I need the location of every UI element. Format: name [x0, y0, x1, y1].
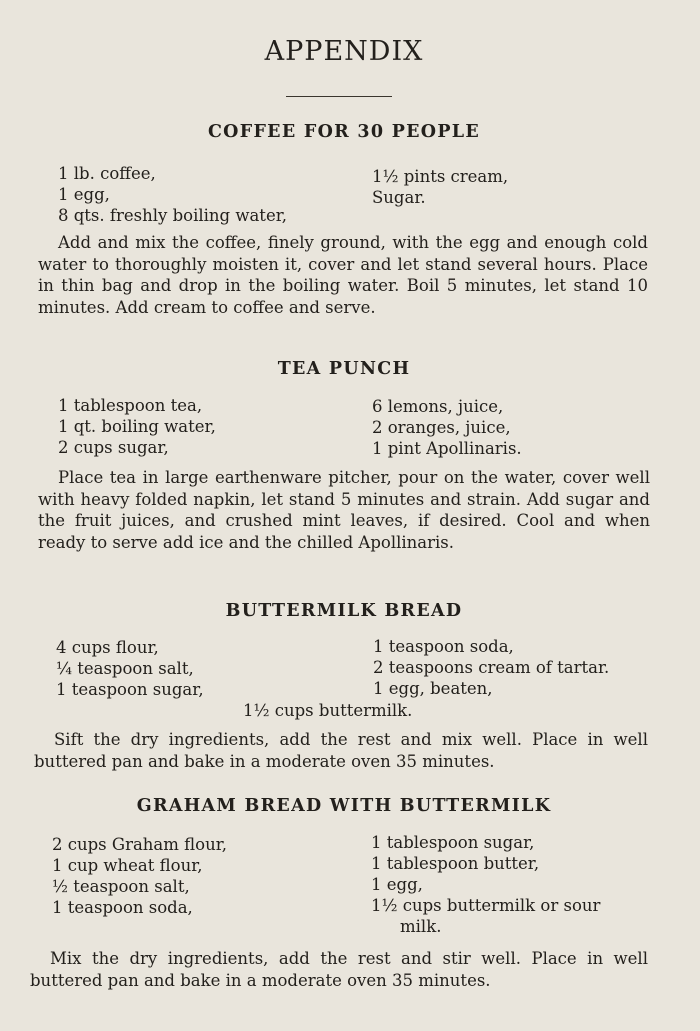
recipe-heading-coffee: COFFEE FOR 30 PEOPLE — [207, 122, 481, 142]
ingredient: 1 qt. boiling water, — [58, 417, 216, 436]
ingredient: 1 tablespoon butter, — [371, 854, 540, 873]
ingredient: milk. — [400, 917, 442, 936]
graham-bread-ingredients-right — [371, 832, 600, 937]
recipe-heading-tea-punch: TEA PUNCH — [277, 359, 411, 379]
ingredient: 1 teaspoon soda, — [373, 637, 514, 656]
graham-bread-method: Mix the dry ingredients, add the rest and stir well. Place in well buttered pan and bake in a moderate oven 35 minutes. — [30, 949, 648, 990]
ingredient: Sugar. — [372, 188, 426, 207]
ingredient: 1 cup wheat flour, — [52, 856, 203, 875]
ingredient: 4 cups flour, — [56, 638, 159, 657]
ingredient: 1 egg, — [371, 875, 423, 894]
ingredient: 1 tablespoon sugar, — [371, 833, 535, 852]
ingredient: 2 teaspoons cream of tartar. — [373, 658, 610, 677]
tea-punch-method: Place tea in large earthenware pitcher, pour on the water, cover well with heavy folded napkin, let stand 5 minutes and strain. Add sugar and the fruit juices, and crushed mint leaves, if desired. Cool and when ready to serve add ice and the chilled Apollinaris. — [38, 468, 650, 552]
tea-punch-ingredients-right — [372, 396, 522, 459]
buttermilk-bread-ingredients-right — [373, 636, 609, 699]
ingredient: 1 lb. coffee, — [58, 164, 156, 183]
ingredient: 2 cups Graham flour, — [52, 835, 228, 854]
ingredient: 8 qts. freshly boiling water, — [58, 206, 288, 225]
ingredient: 1 egg, beaten, — [373, 679, 493, 698]
tea-punch-ingredients-left — [58, 395, 216, 458]
ingredient: 6 lemons, juice, — [372, 397, 504, 416]
ingredient: ¼ teaspoon salt, — [56, 659, 194, 678]
buttermilk-bread-ingredients-left — [56, 637, 204, 700]
coffee-ingredients-right — [372, 166, 508, 208]
buttermilk-bread-method: Sift the dry ingredients, add the rest and mix well. Place in well buttered pan and bake in a moderate oven 35 minutes. — [34, 730, 648, 771]
recipe-heading-graham-bread: GRAHAM BREAD WITH BUTTERMILK — [136, 796, 552, 816]
page-title: APPENDIX — [264, 36, 424, 67]
ingredient: 1 tablespoon tea, — [58, 396, 203, 415]
graham-bread-ingredients-left — [52, 834, 227, 918]
ingredient: 1 teaspoon sugar, — [56, 680, 204, 699]
title-rule — [286, 96, 392, 97]
ingredient: 1½ pints cream, — [372, 167, 509, 186]
ingredient: ½ teaspoon salt, — [52, 877, 190, 896]
ingredient: 1 pint Apollinaris. — [372, 439, 522, 458]
ingredient: 1 teaspoon soda, — [52, 898, 193, 917]
recipe-heading-buttermilk-bread: BUTTERMILK BREAD — [225, 601, 463, 621]
ingredient: 2 oranges, juice, — [372, 418, 511, 437]
centered-ingredient: 1½ cups buttermilk. — [243, 701, 413, 720]
ingredient: 2 cups sugar, — [58, 438, 169, 457]
ingredient: 1 egg, — [58, 185, 110, 204]
coffee-method: Add and mix the coffee, finely ground, with the egg and enough cold water to thoroughly moisten it, cover and let stand several hours. Place in thin bag and drop in the boiling water. Boil 5 minutes, let stand 10 minutes. Add cream to coffee and serve. — [38, 233, 648, 317]
ingredient: 1½ cups buttermilk or sour — [371, 896, 601, 915]
coffee-ingredients-left — [58, 163, 287, 226]
